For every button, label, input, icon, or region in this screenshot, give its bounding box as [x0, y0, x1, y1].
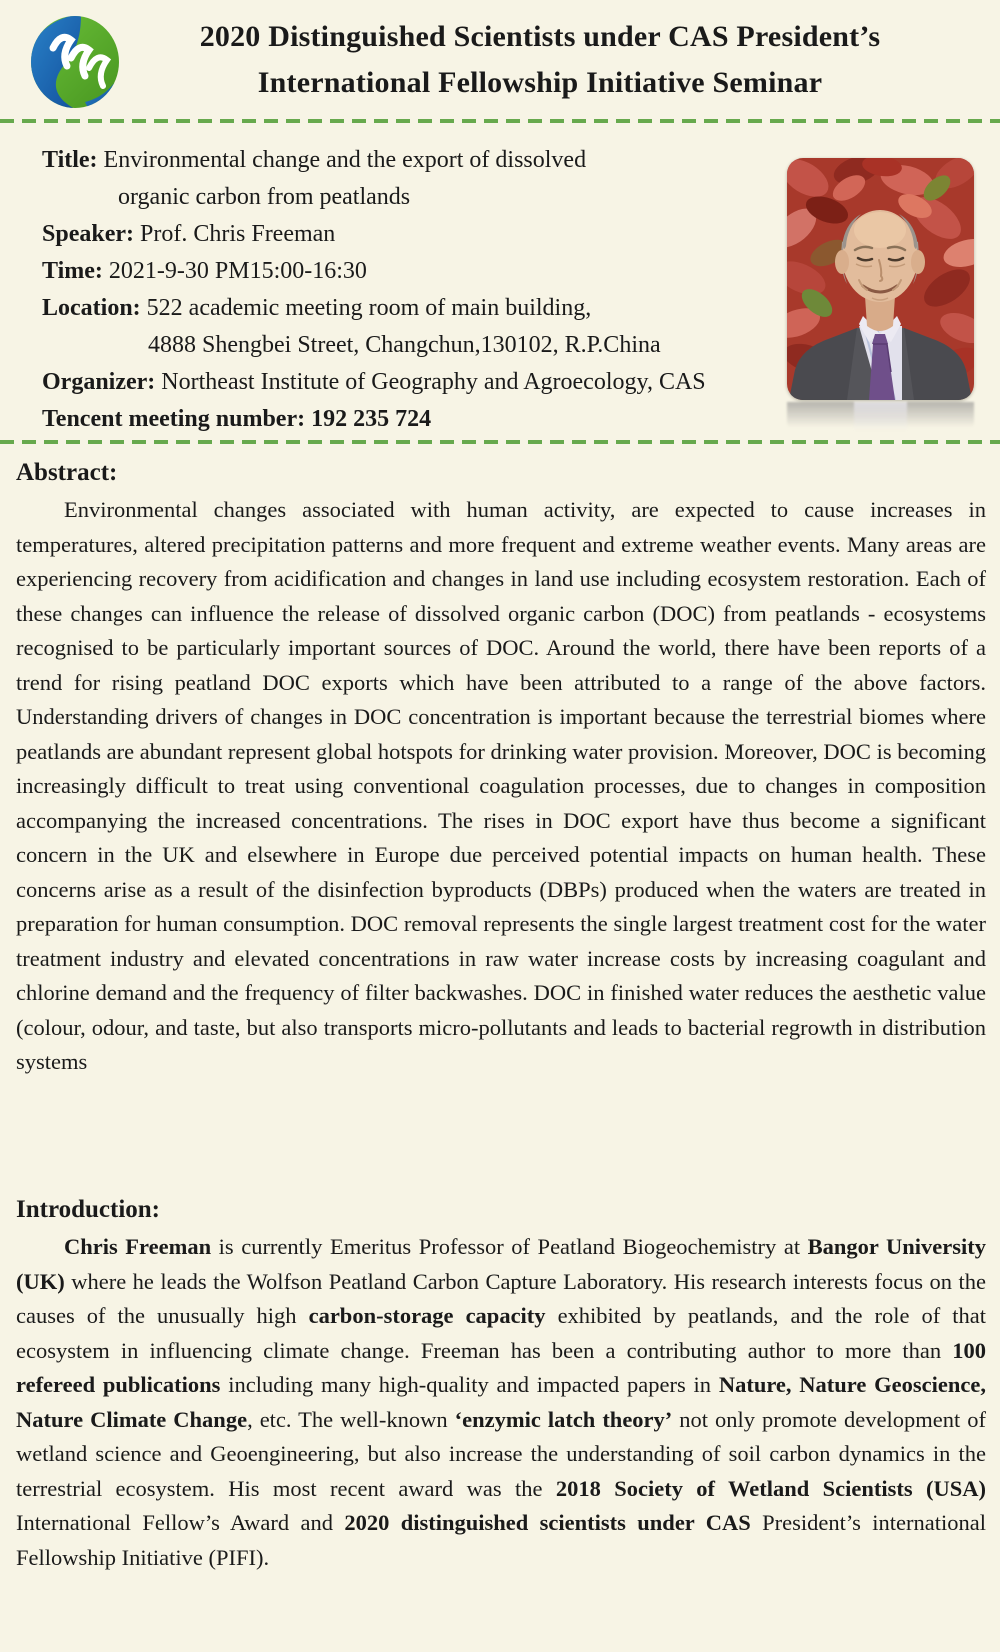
page-title-line1: 2020 Distinguished Scientists under CAS President’s	[199, 20, 881, 53]
info-value: Prof. Chris Freeman	[140, 221, 336, 247]
info-value: 192 235 724	[311, 406, 432, 432]
speaker-portrait-icon	[787, 158, 974, 400]
page-title	[150, 14, 930, 106]
abstract-section	[16, 455, 986, 1080]
seminar-info	[42, 142, 762, 438]
info-label: Organizer:	[42, 369, 156, 395]
info-label: Tencent meeting number:	[42, 406, 306, 432]
header	[0, 0, 1000, 120]
info-row-speaker	[42, 216, 762, 253]
introduction-section	[16, 1192, 986, 1575]
info-row-title	[42, 142, 762, 216]
abstract-body: Environmental changes associated with human activity, are expected to cause increases in temperatures, altered precipitation patterns and more frequent and extreme weather events. Many areas are experiencing recovery from acidification and changes in land use including ecosystem restoration. Each of these changes can influence the release of dissolved organic carbon (DOC) from peatlands - ecosystems recognised to be particularly important sources of DOC. Around the world, there have been reports of a trend for rising peatland DOC exports which have been attributed to a range of the above factors. Understanding drivers of changes in DOC concentration is important because the terrestrial biomes where peatlands are abundant represent global hotspots for drinking water provision. Moreover, DOC is becoming increasingly difficult to treat using conventional coagulation processes, due to changes in composition accompanying the increased concentrations. The rises in DOC export have thus become a significant concern in the UK and elsewhere in Europe due perceived potential impacts on human health. These concerns arise as a result of the disinfection byproducts (DBPs) produced when the waters are treated in preparation for human consumption. DOC removal represents the single largest treatment cost for the water treatment industry and elevated concentrations in raw water increase costs by increasing coagulant and chlorine demand and the frequency of filter backwashes. DOC in finished water reduces the aesthetic value (colour, odour, and taste, but also transports micro-pollutants and leads to bacterial regrowth in distribution systems	[16, 497, 986, 1074]
info-value: Northeast Institute of Geography and Agroecology, CAS	[161, 369, 706, 395]
speaker-photo	[787, 158, 974, 400]
page-title-line2: International Fellowship Initiative Seminar	[257, 66, 823, 99]
info-row-location	[42, 290, 762, 364]
info-label: Speaker:	[42, 221, 134, 247]
info-row-organizer	[42, 364, 762, 401]
dashed-divider-top	[0, 119, 1000, 123]
info-value-line2: 4888 Shengbei Street, Changchun,130102, R.P.China	[148, 332, 661, 358]
info-value: 2021-9-30 PM15:00-16:30	[108, 258, 367, 284]
dashed-divider-middle	[0, 440, 1000, 444]
introduction-body: Chris Freeman is currently Emeritus Professor of Peatland Biogeochemistry at Bangor University (UK) where he leads the Wolfson Peatland Carbon Capture Laboratory. His research interests focus on the causes of the unusually high carbon-storage capacity exhibited by peatlands, and the role of that ecosystem in influencing climate change. Freeman has been a contributing author to more than 100 refereed publications including many high-quality and impacted papers in Nature, Nature Geoscience, Nature Climate Change, etc. The well-known ‘enzymic latch theory’ not only promote development of wetland science and Geoengineering, but also increase the understanding of soil carbon dynamics in the terrestrial ecosystem. His most recent award was the 2018 Society of Wetland Scientists (USA) International Fellow’s Award and 2020 distinguished scientists under CAS President’s international Fellowship Initiative (PIFI).	[16, 1234, 987, 1570]
info-label: Time:	[42, 258, 103, 284]
institute-logo	[0, 10, 150, 110]
photo-reflection	[787, 402, 974, 432]
introduction-heading: Introduction:	[16, 1196, 161, 1223]
info-value: 522 academic meeting room of main building,	[146, 295, 592, 321]
institute-globe-logo-icon	[29, 14, 121, 110]
info-row-time	[42, 253, 762, 290]
info-value-line2: organic carbon from peatlands	[118, 184, 411, 210]
info-label: Title:	[42, 147, 98, 173]
info-row-tencent-meeting	[42, 401, 762, 438]
info-label: Location:	[42, 295, 141, 321]
info-value: Environmental change and the export of dissolved	[103, 147, 587, 173]
abstract-heading: Abstract:	[16, 459, 118, 486]
